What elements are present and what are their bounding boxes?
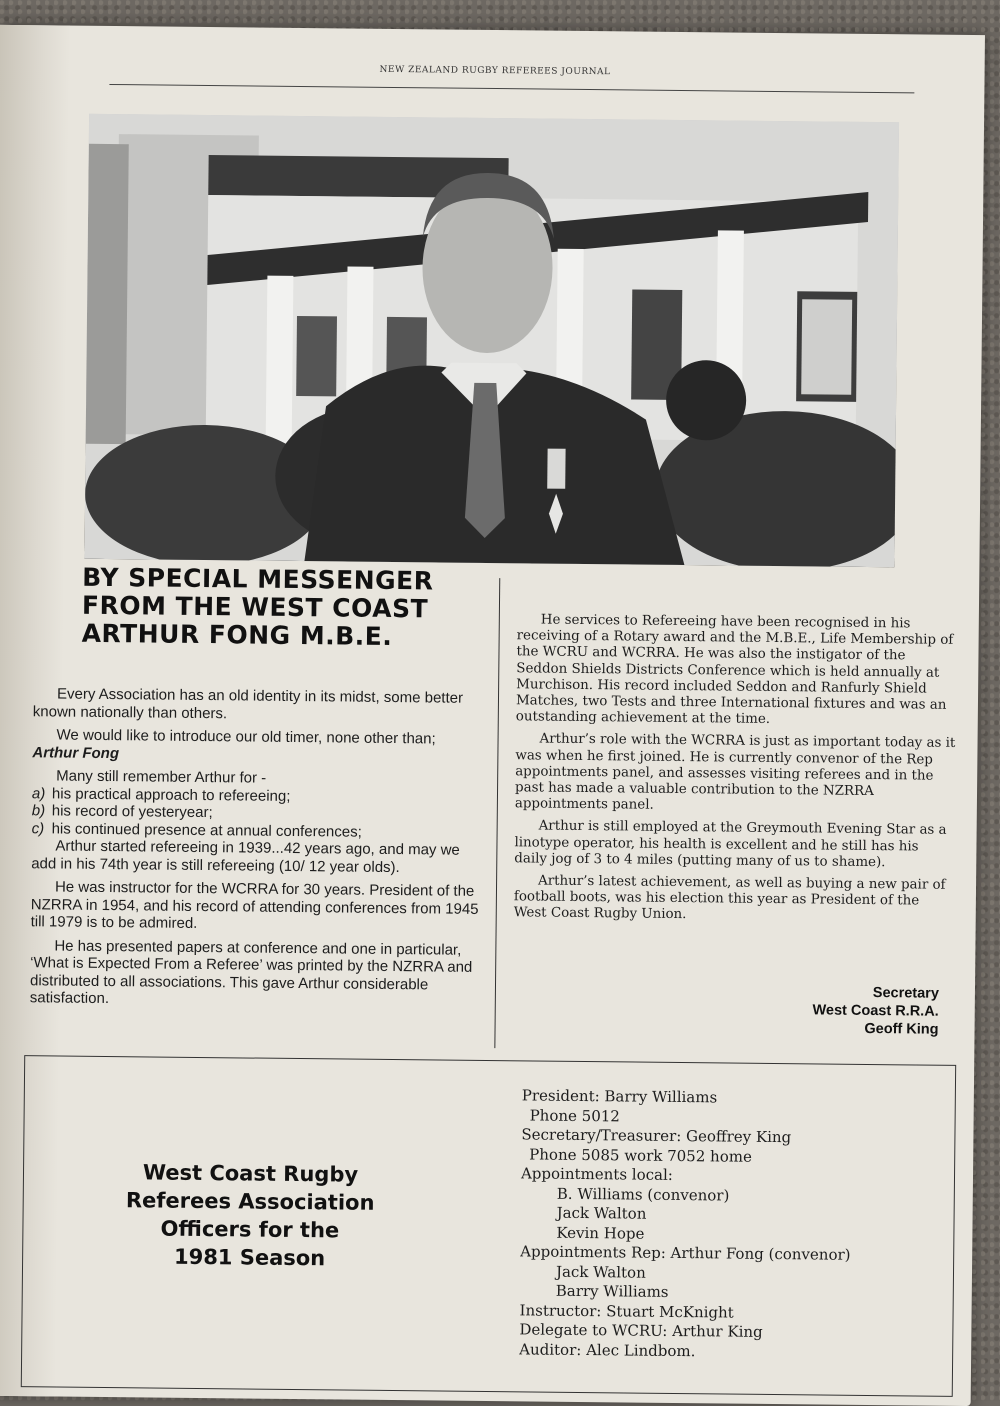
journal-page xyxy=(0,25,985,1406)
paragraph: He has presented papers at conference and one in particular, ‘What is Expected From a Referee’ was printed by the NZRRA and distributed to all associations. This gave Arthur considerable satisfaction. xyxy=(29,936,473,1008)
intro-name: Arthur Fong xyxy=(32,743,120,762)
officer-line: Phone 5085 work 7052 home xyxy=(529,1144,752,1166)
running-head: NEW ZEALAND RUGBY REFEREES JOURNAL xyxy=(379,64,611,78)
signature-role: Secretary xyxy=(872,985,940,1002)
paragraph-intro xyxy=(32,726,482,766)
officers-title xyxy=(92,1158,408,1273)
officer-line: Appointments Rep: Arthur Fong (convenor) xyxy=(520,1242,851,1264)
officers-list xyxy=(519,1086,942,1363)
officer-line: Secretary/Treasurer: Geoffrey King xyxy=(521,1125,792,1147)
paragraph: Arthur started refereeing in 1939...42 years ago, and may we add in his 74th year is still refereeing (10/ 12 year olds). xyxy=(31,837,460,876)
intro-text: We would like to introduce our old timer, none other than; xyxy=(56,726,436,748)
headline-line-1: BY SPECIAL MESSENGER xyxy=(82,562,434,596)
officer-line: Jack Walton xyxy=(555,1262,646,1282)
article-left-column xyxy=(30,685,483,1017)
portrait-photo xyxy=(84,114,899,567)
paragraph: He services to Refereeing have been recognised in his receiving of a Rotary award and the M.B.E., Life Membership of the WCRU and WCRRA. He was also the instigator of the Seddon Shields Districts Conference which is held annually at Murchison. His record included Seddon and Ranfurly Shield Matches, two Tests and three International fixtures and was an outstanding achievement at the time. xyxy=(515,612,954,728)
headline-line-2: FROM THE WEST COAST xyxy=(81,590,429,624)
list-text: his continued presence at annual conferences; xyxy=(51,819,362,841)
officer-line: Phone 5012 xyxy=(529,1105,620,1125)
officer-line: B. Williams (convenor) xyxy=(556,1184,730,1205)
officer-line: Auditor: Alec Lindbom. xyxy=(519,1339,696,1360)
officers-title-line: Referees Association xyxy=(125,1188,375,1215)
officer-line: Kevin Hope xyxy=(556,1223,645,1243)
officers-title-line: Officers for the xyxy=(160,1216,340,1243)
list-label: c) xyxy=(31,819,45,837)
paragraph: Every Association has an old identity in its midst, some better known nationally than others. xyxy=(32,685,464,722)
signature-name: Geoff King xyxy=(864,1020,939,1038)
signature-org: West Coast R.R.A. xyxy=(812,1002,939,1020)
article-headline xyxy=(82,564,493,652)
paragraph: He was instructor for the WCRRA for 30 years. President of the NZRRA in 1954, and his record of attending conferences from 1945 till 1979 is to be admired. xyxy=(30,878,479,932)
headline-line-3: ARTHUR FONG M.B.E. xyxy=(81,618,393,651)
officer-line: Appointments local: xyxy=(520,1164,673,1184)
column-divider xyxy=(494,578,500,1048)
officers-title-line: 1981 Season xyxy=(173,1244,326,1271)
officers-title-line: West Coast Rugby xyxy=(142,1160,359,1187)
officer-line: Barry Williams xyxy=(555,1281,669,1301)
paragraph: Arthur’s latest achievement, as well as buying a new pair of football boots, was his election this year as President of the West Coast Rugby Union. xyxy=(513,873,946,923)
paragraph: Arthur is still employed at the Greymouth Evening Star as a linotype operator, his health is excellent and he still has his daily jog of 3 to 4 miles (putting many of us to shame). xyxy=(514,818,947,871)
article-signature xyxy=(812,983,939,1038)
article-right-column xyxy=(514,612,957,932)
header-rule xyxy=(109,84,914,93)
paragraph: Arthur’s role with the WCRRA is just as important today as it was when he first joined. He is currently convenor of the Rep appointments panel, and assesses visiting referees and in the past has made a valuable contribution to the NZRRA appointments panel. xyxy=(514,731,956,813)
list-label: b) xyxy=(31,802,46,820)
officer-line: Delegate to WCRU: Arthur King xyxy=(519,1320,763,1341)
officer-line: Instructor: Stuart McKnight xyxy=(519,1300,734,1322)
officer-line: President: Barry Williams xyxy=(521,1086,718,1107)
list-text: his practical approach to refereeing; xyxy=(51,784,291,805)
list-label: a) xyxy=(31,784,46,802)
list-text: his record of yesteryear; xyxy=(51,802,213,822)
officer-line: Jack Walton xyxy=(556,1203,647,1223)
paragraph: Many still remember Arthur for - xyxy=(56,767,267,787)
